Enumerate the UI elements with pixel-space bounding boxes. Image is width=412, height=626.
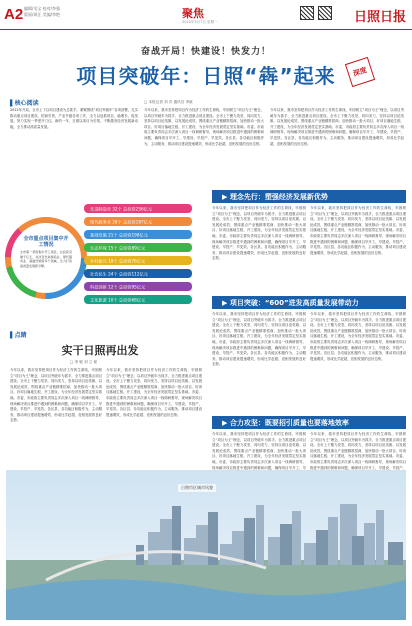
section-name: 聚焦 <box>182 7 204 20</box>
section-head-2: ▶ 项目突破：“600”进发高质量发展带动力 <box>212 296 406 309</box>
page-number: A2 <box>4 6 24 23</box>
building <box>388 542 403 565</box>
infographic-bar-label: 乡村振兴 18个 总投资76亿元 <box>90 258 146 264</box>
building <box>316 530 329 565</box>
infographic-bar-label: 文化旅游 10个 总投资68亿元 <box>90 297 146 303</box>
bookmark-icon: ▌ <box>10 100 15 107</box>
city-aerial-photo <box>6 470 406 620</box>
building <box>352 536 366 565</box>
section-head-1: ▶ 理念先行：塑强经济发展新优势 <box>212 190 406 203</box>
building <box>256 505 264 565</box>
kicker: 奋战开局！快建设！快发力！ <box>140 47 271 57</box>
section-date: 2022年3月7日 星期一 <box>182 20 218 24</box>
infographic-bar-label: 生态环保 15个 总投资89亿元 <box>90 245 146 251</box>
block-text-col1: 今年以来，我市坚持把项目作为经济工作的生命线，牢固树立“项目为王”理念，以项目突破年为抓手，全力推进重点项目建设。全市上下聚力攻坚、同向发力，坚持以项目论英雄、以发展论成效，围绕重点产业链精准招商，加快推动一批大项目、好项目落地生根、开工建设，为全年经济发展奠定坚实基础。市委、市政府主要负责同志多次深入项目一线调研督导，现场解决项目推进中遇到的困难和问题，确保项目早开工、早建设、早投产、早见效。各区县、各功能区积极作为，主动服务，推动项目建设提速增效，形成比学赶超、竞相发展的良好态势。 <box>10 368 102 423</box>
building <box>172 506 181 565</box>
depth-stamp: 深度 <box>345 57 375 87</box>
arrow-icon: ▶ <box>222 418 230 427</box>
brand-logo: 日照日报 <box>353 10 406 25</box>
edition-info: 编辑/毛宝 校对/李强 版面/周汪 美编/李艳 <box>24 6 60 17</box>
building <box>160 519 172 565</box>
section-1-text-b: 今年以来，我市坚持把项目作为经济工作的生命线，牢固树立“项目为王”理念，以项目突破年为抓手，全力推进重点项目建设。全市上下聚力攻坚、同向发力，坚持以项目论英雄、以发展论成效，围绕重点产业链精准招商，加快推动一批大项目、好项目落地生根、开工建设，为全年经济发展奠定坚实基础。市委、市政府主要负责同志多次深入项目一线调研督导，现场解决项目推进中遇到的困难和问题，确保项目早开工、早建设、早投产、早见效。各区县、各功能区积极作为，主动服务，推动项目建设提速增效，形成比学赶超、竞相发展的良好态势。 <box>310 206 406 255</box>
section-2-text-a: 今年以来，我市坚持把项目作为经济工作的生命线，牢固树立“项目为王”理念，以项目突破年为抓手，全力推进重点项目建设。全市上下聚力攻坚、同向发力，坚持以项目论英雄、以发展论成效，围绕重点产业链精准招商，加快推动一批大项目、好项目落地生根、开工建设，为全年经济发展奠定坚实基础。市委、市政府主要负责同志多次深入项目一线调研督导，现场解决项目推进中遇到的困难和问题，确保项目早开工、早建设、早投产、早见效。各区县、各功能区积极作为，主动服务，推动项目建设提速增效，形成比学赶超、竞相发展的良好态势。 <box>212 312 306 367</box>
building <box>376 510 384 565</box>
infographic-bar-label: 基础设施 21个 总投资198亿元 <box>90 232 148 238</box>
building <box>364 523 375 565</box>
lead-label: ▌核心阅读 <box>10 100 39 107</box>
block-byline: □ 李 敏 刘 立 豪 <box>70 360 98 364</box>
infographic-bars <box>84 204 192 304</box>
photo-caption: 日照市区城市风貌 <box>178 484 216 492</box>
block-text-col2: 今年以来，我市坚持把项目作为经济工作的生命线，牢固树立“项目为王”理念，以项目突破年为抓手，全力推进重点项目建设。全市上下聚力攻坚、同向发力，坚持以项目论英雄、以发展论成效，围绕重点产业链精准招商，加快推动一批大项目、好项目落地生根、开工建设，为全年经济发展奠定坚实基础。市委、市政府主要负责同志多次深入项目一线调研督导，现场解决项目推进中遇到的困难和问题，确保项目早开工、早建设、早投产、早见效。各区县、各功能区积极作为，主动服务，推动项目建设提速增效，形成比学赶超、竞相发展的良好态势。 <box>106 368 202 417</box>
point-label: ▌点睛 <box>10 332 27 339</box>
section-head-3: ▶ 合力攻坚：既要招引质量也要落地效率 <box>212 416 406 429</box>
block-title: 实干日照再出发 <box>61 344 139 357</box>
page-header <box>0 0 412 30</box>
section-3-text-b: 今年以来，我市坚持把项目作为经济工作的生命线，牢固树立“项目为王”理念，以项目突破年为抓手，全力推进重点项目建设。全市上下聚力攻坚、同向发力，坚持以项目论英雄、以发展论成效，围绕重点产业链精准招商，加快推动一批大项目、好项目落地生根、开工建设，为全年经济发展奠定坚实基础。市委、市政府主要负责同志多次深入项目一线调研督导，现场解决项目推进中遇到的困难和问题，确保项目早开工、早建设、早投产、 <box>310 432 406 470</box>
arrow-icon: ▶ <box>222 192 230 201</box>
headline: 项目突破年：日照“犇”起来 <box>76 64 336 88</box>
qr-code-icon[interactable] <box>318 6 332 20</box>
building <box>292 511 301 565</box>
building <box>328 517 338 565</box>
section-2-text-b: 今年以来，我市坚持把项目作为经济工作的生命线，牢固树立“项目为王”理念，以项目突破年为抓手，全力推进重点项目建设。全市上下聚力攻坚、同向发力，坚持以项目论英雄、以发展论成效，围绕重点产业链精准招商，加快推动一批大项目、好项目落地生根、开工建设，为全年经济发展奠定坚实基础。市委、市政府主要负责同志多次深入项目一线调研督导，现场解决项目推进中遇到的困难和问题，确保项目早开工、早建设、早投产、早见效。各区县、各功能区积极作为，主动服务，推动项目建设提速增效，形成比学赶超、竞相发展的良好态势。 <box>310 312 406 361</box>
byline: □ 本报记者 刘 洋 通讯员 李斌 <box>144 100 193 104</box>
infographic-center-title: 全市重点项目集中开工情况 <box>23 236 69 248</box>
infographic-bar-label: 现代服务业 28个 总投资187亿元 <box>90 219 153 225</box>
section-3-text-a: 今年以来，我市坚持把项目作为经济工作的生命线，牢固树立“项目为王”理念，以项目突破年为抓手，全力推进重点项目建设。全市上下聚力攻坚、同向发力，坚持以项目论英雄、以发展论成效，围绕重点产业链精准招商，加快推动一批大项目、好项目落地生根、开工建设，为全年经济发展奠定坚实基础。市委、市政府主要负责同志多次深入项目一线调研督导，现场解决项目推进中遇到的困难和问题，确保项目早开工、早 <box>212 432 306 470</box>
building <box>136 545 144 565</box>
infographic-bar-label: 先进制造业 32个 总投资256亿元 <box>90 206 153 212</box>
building <box>280 524 292 565</box>
lead-text-col3: 今年以来，我市坚持把项目作为经济工作的生命线，牢固树立“项目为王”理念，以项目突破年为抓手，全力推进重点项目建设。全市上下聚力攻坚、同向发力，坚持以项目论英雄、以发展论成效，围绕重点产业链精准招商，加快推动一批大项目、好项目落地生根、开工建设，为全年经济发展奠定坚实基础。市委、市政府主要负责同志多次深入项目一线调研督导，现场解决项目推进中遇到的困难和问题，确保项目早开工、早建设、早投产、早见效。各区县、各功能区积极作为，主动服务，推动项目建设提速增效，形成比学赶超、竞相发展的良好态势。 <box>270 108 404 146</box>
bookmark-icon: ▌ <box>10 332 15 339</box>
infographic-bar-label: 科技创新 12个 总投资95亿元 <box>90 284 146 290</box>
infographic-bar-label: 社会民生 24个 总投资112亿元 <box>90 271 148 277</box>
infographic-center-desc: 全市第一季度集中开工项目，总投资突破千亿元，共涉及先进制造业、现代服务业、基础设施等多个领域，全力打造高质量发展新引擎。 <box>20 250 72 268</box>
lead-text-col2: 今年以来，我市坚持把项目作为经济工作的生命线，牢固树立“项目为王”理念，以项目突破年为抓手，全力推进重点项目建设。全市上下聚力攻坚、同向发力，坚持以项目论英雄、以发展论成效，围绕重点产业链精准招商，加快推动一批大项目、好项目落地生根、开工建设，为全年经济发展奠定坚实基础。市委、市政府主要负责同志多次深入项目一线调研督导，现场解决项目推进中遇到的困难和问题，确保项目早开工、早建设、早投产、早见效。各区县、各功能区积极作为，主动服务，推动项目建设提速增效，形成比学赶超、竞相发展的良好态势。 <box>144 108 264 146</box>
section-1-text-a: 今年以来，我市坚持把项目作为经济工作的生命线，牢固树立“项目为王”理念，以项目突破年为抓手，全力推进重点项目建设。全市上下聚力攻坚、同向发力，坚持以项目论英雄、以发展论成效，围绕重点产业链精准招商，加快推动一批大项目、好项目落地生根、开工建设，为全年经济发展奠定坚实基础。市委、市政府主要负责同志多次深入项目一线调研督导，现场解决项目推进中遇到的困难和问题，确保项目早开工、早建设、早投产、早见效。各区县、各功能区积极作为，主动服务，推动项目建设提速增效，形成比学赶超、竞相发展的良好态势。 <box>212 206 306 261</box>
lead-text: 2022年开局，全市上下以项目建设为总抓手，紧紧围绕“项目突破年”各项部署，扎实推动重点项目建设、招商引资、产业升级各项工作，全力以赴抓项目、稳增长、促发展，努力实现一季度开门红。新的一年，日照以项目为引领，不断激发经济发展新动能，全力推动高质量发展。 <box>10 108 138 129</box>
building <box>196 525 209 565</box>
qr-code-icon[interactable] <box>300 6 314 20</box>
building <box>244 518 255 565</box>
arrow-icon: ▶ <box>222 298 230 307</box>
